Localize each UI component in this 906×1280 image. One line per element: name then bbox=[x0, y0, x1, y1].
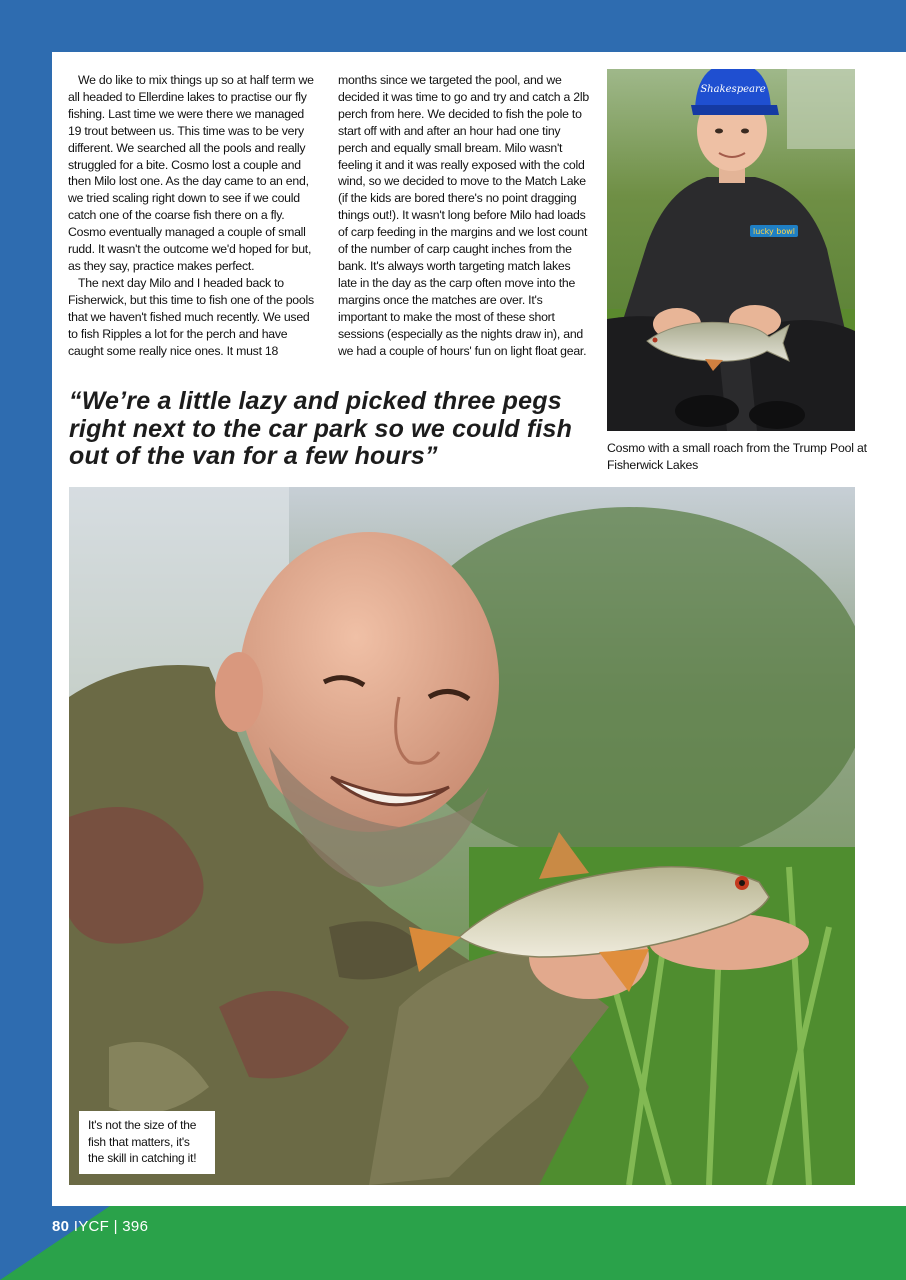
footer-separator: | bbox=[113, 1218, 118, 1235]
page-footer bbox=[52, 1218, 148, 1235]
issue-number: 396 bbox=[122, 1218, 149, 1235]
photo-cosmo-roach bbox=[607, 69, 855, 431]
magazine-name: IYCF bbox=[73, 1218, 110, 1235]
photo-caption-cosmo: Cosmo with a small roach from the Trump Pool at Fisherwick Lakes bbox=[607, 441, 867, 472]
photo-man-roach bbox=[69, 487, 855, 1185]
article-paragraph-1: We do like to mix things up so at half term we all headed to Ellerdine lakes to practise our fly fishing. Last time we were there we managed 19 trout between us. This time was to be very different. We searched all the pools and really struggled for a bite. Cosmo lost a couple and then Milo lost one. As the day came to an end, we tried scaling right down to see if we could catch one of the coarse fish there on a fly. Cosmo eventually managed a couple of small rudd. It wasn't the outcome we'd hoped for but, as they say, practice makes perfect. bbox=[68, 73, 314, 273]
hoodie-logo-text: lucky bowl bbox=[752, 227, 796, 236]
photo-caption-man: It's not the size of the fish that matters, it's the skill in catching it! bbox=[79, 1111, 215, 1174]
article-paragraph-2: The next day Milo and I headed back to Fisherwick, but this time to fish one of the pools that we haven't fished much recently. We used to fish Ripples a lot for the perch and have caught some really nice ones. It must 18 bbox=[68, 275, 314, 358]
page-number: 80 bbox=[52, 1218, 70, 1235]
cap-logo-text: Shakespeare bbox=[700, 84, 766, 95]
article-paragraph-3: months since we targeted the pool, and we decided it was time to go and try and catch a 2lb perch from here. We decided to fish the pole to start off with and after an hour had one tiny perch and equally small bream. Milo wasn't feeling it and it was really exposed with the cold wind, so we decided to move to the Match Lake (if the kids are bored there's no point dragging things out!). It wasn't long before Milo had loads of carp feeding in the margins and we lost count of the number of carp caught inches from the bank. It's always worth targeting match lakes late in the day as the carp often move into the margins once the matches are over. It's important to make the most of these short sessions (especially as the nights draw in), and we had a couple of hours' fun on light float gear. bbox=[338, 73, 589, 358]
article-column-1 bbox=[68, 72, 318, 359]
article-column-2 bbox=[338, 72, 590, 359]
pull-quote: “We’re a little lazy and picked three pegs right next to the car park so we could fish out of the van for a few hours” bbox=[69, 387, 573, 470]
top-blue-border bbox=[0, 0, 906, 52]
